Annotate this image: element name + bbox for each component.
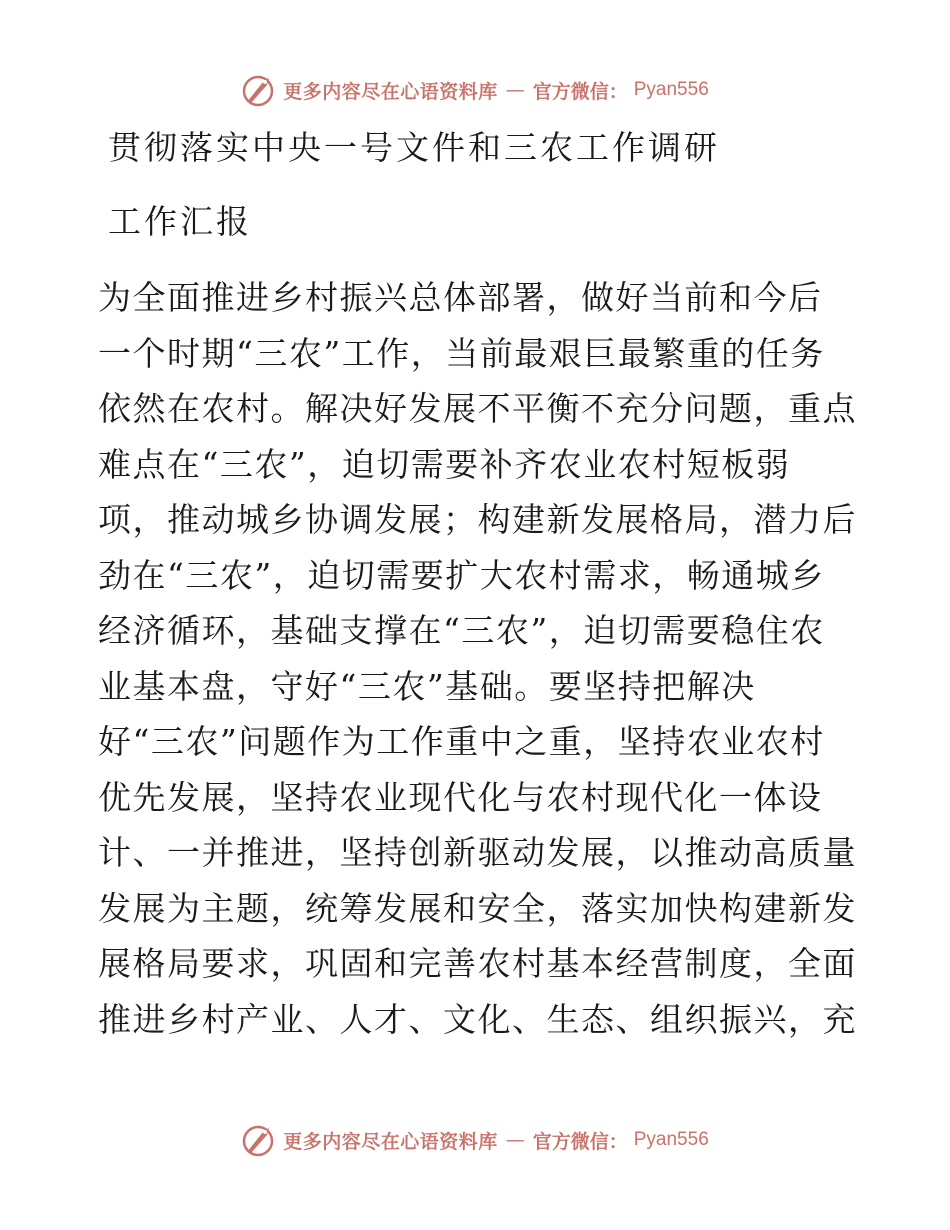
pen-nib-logo-icon — [241, 1122, 277, 1158]
body-line: 好“三农”问题作为工作重中之重，坚持农业农村 — [98, 722, 825, 761]
header-watermark — [0, 70, 950, 110]
body-line: 为全面推进乡村振兴总体部署，做好当前和今后 — [98, 278, 823, 317]
body-line: 优先发展，坚持农业现代化与农村现代化一体设 — [98, 777, 823, 817]
watermark-wechat-label: 官方微信： — [532, 80, 628, 103]
body-line: 经济循环，基础支撑在“三农”，迫切需要稳住农 — [98, 611, 825, 650]
watermark-text: 更多内容尽在心语资料库 — [283, 80, 498, 103]
body-line: 劲在“三农”，迫切需要扩大农村需求，畅通城乡 — [98, 555, 825, 595]
document-title-line-2: 工作汇报 — [108, 202, 252, 241]
document-body — [98, 270, 857, 1047]
body-line: 发展为主题，统筹发展和安全，落实加快构建新发 — [98, 888, 857, 928]
body-line: 业基本盘，守好“三农”基础。要坚持把解决 — [98, 666, 756, 706]
document-title-line-1: 贯彻落实中央一号文件和三农工作调研 — [108, 128, 720, 167]
watermark-wechat-id: Pyan556 — [633, 1129, 709, 1150]
body-line: 展格局要求，巩固和完善农村基本经营制度，全面 — [98, 944, 857, 983]
footer-watermark — [0, 1120, 950, 1160]
watermark-wechat-label: 官方微信： — [532, 1130, 628, 1153]
body-line: 推进乡村产业、人才、文化、生态、组织振兴，充 — [98, 999, 857, 1039]
body-line: 计、一并推进，坚持创新驱动发展，以推动高质量 — [98, 833, 857, 872]
body-line: 难点在“三农”，迫切需要补齐农业农村短板弱 — [98, 444, 791, 484]
watermark-separator: — — [505, 79, 525, 101]
body-line: 依然在农村。解决好发展不平衡不充分问题，重点 — [98, 389, 857, 428]
watermark-wechat-id: Pyan556 — [633, 79, 709, 100]
body-line: 项，推动城乡协调发展；构建新发展格局，潜力后 — [98, 500, 857, 539]
watermark-text: 更多内容尽在心语资料库 — [283, 1130, 498, 1153]
body-line: 一个时期“三农”工作，当前最艰巨最繁重的任务 — [98, 333, 825, 373]
watermark-separator: — — [505, 1129, 525, 1151]
pen-nib-logo-icon — [241, 72, 277, 108]
